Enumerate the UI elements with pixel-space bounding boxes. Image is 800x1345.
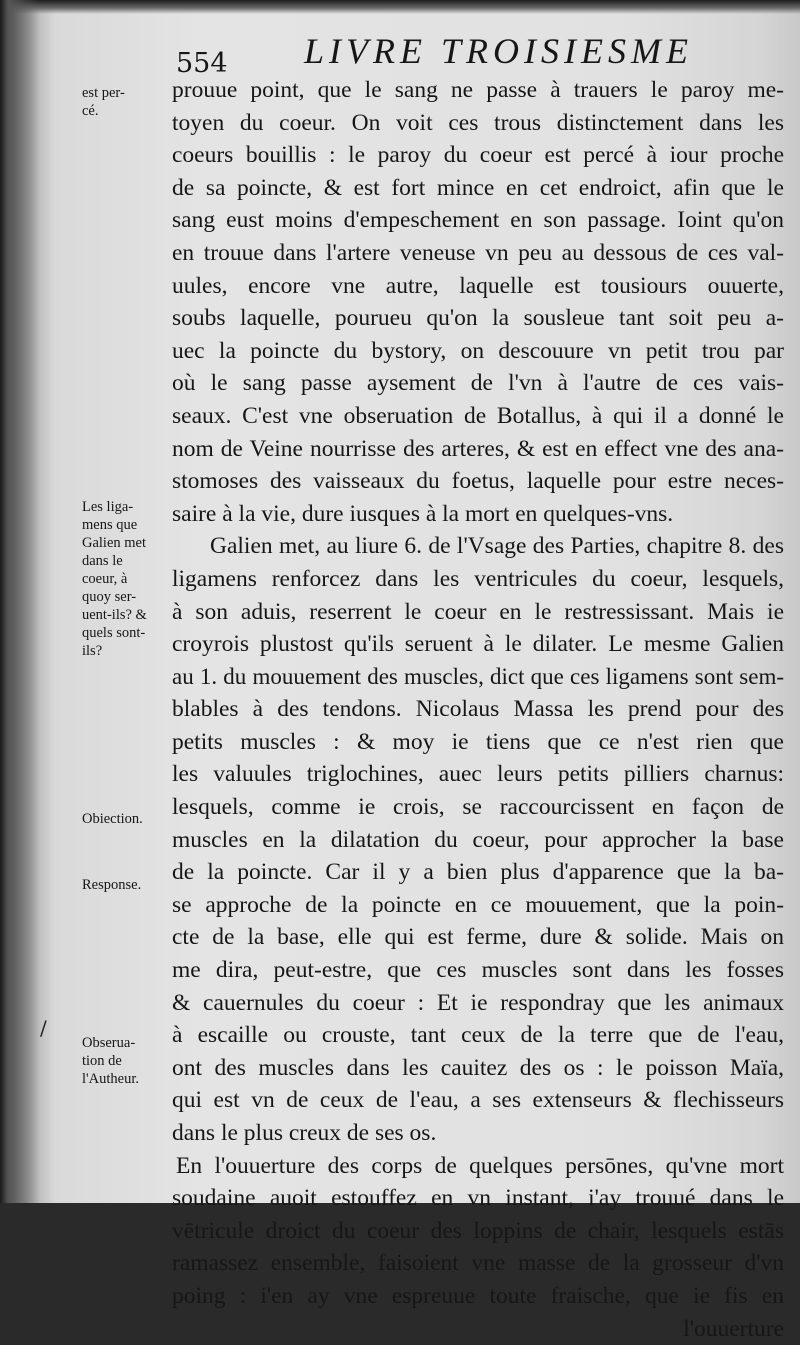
text-line: où le sang passe aysement de l'vn à l'autre de ces vais- xyxy=(172,370,784,397)
margin-note-line: Response. xyxy=(82,877,142,893)
text-line: coeurs bouillis : le paroy du coeur est percé à iour proche xyxy=(172,142,784,169)
margin-note-line: dans le xyxy=(82,553,123,569)
text-line: les valuules triglochines, auec leurs petits pilliers charnus: xyxy=(172,761,784,788)
margin-note-obseruation xyxy=(82,1034,174,1088)
text-line: En l'ouuerture des corps de quelques persōnes, qu'vne mort xyxy=(176,1152,784,1179)
top-shadow xyxy=(0,0,800,14)
text-line: soudaine auoit estouffez en vn instant, i'ay trouué dans le xyxy=(172,1185,784,1212)
margin-note-line: uent-ils? & xyxy=(82,607,147,623)
text-line: qui est vn de ceux de l'eau, a ses extenseurs & flechisseurs xyxy=(172,1087,784,1114)
margin-note-line: Obiection. xyxy=(82,811,143,827)
text-line: blables à des tendons. Nicolaus Massa les prend pour des xyxy=(172,696,784,723)
margin-note-line: quels sont- xyxy=(82,625,146,641)
margin-note-ligamens xyxy=(82,498,174,660)
text-line: saire à la vie, dure iusques à la mort en quelques-vns. xyxy=(172,500,674,527)
text-line: nom de Veine nourrisse des arteres, & est en effect vne des ana- xyxy=(172,435,784,462)
margin-note-line: l'Autheur. xyxy=(82,1071,139,1087)
stray-ink-mark: / xyxy=(40,1016,47,1040)
margin-note-line: est per- xyxy=(82,85,125,101)
text-line: de la poincte. Car il y a bien plus d'apparence que la ba- xyxy=(172,859,784,886)
margin-note-line: Obserua- xyxy=(82,1035,136,1051)
text-line: uec la poincte du bystory, on descouure vn petit trou par xyxy=(172,337,784,364)
margin-note-line: Galien met xyxy=(82,535,147,551)
running-head: LIVRE TROISIESME xyxy=(304,31,693,71)
margin-note-line: ils? xyxy=(82,643,103,659)
text-line: uules, encore vne autre, laquelle est tousiours ouuerte, xyxy=(172,272,784,299)
body-text xyxy=(172,74,784,1345)
margin-note-line: tion de xyxy=(82,1053,122,1069)
margin-note-line: cé. xyxy=(82,103,99,119)
text-line: sang eust moins d'empeschement en son passage. Ioint qu'on xyxy=(172,207,784,234)
margin-note-response xyxy=(82,876,174,894)
text-line: à escaille ou crouste, tant ceux de la terre que de l'eau, xyxy=(172,1022,784,1049)
catchword-line: l'ouuerture xyxy=(683,1315,784,1342)
text-line: poing : i'en ay vne espreuue toute fraische, que ie fis en xyxy=(172,1282,784,1309)
margin-note-line: quoy ser- xyxy=(82,589,137,605)
text-line: muscles en la dilatation du coeur, pour approcher la base xyxy=(172,826,784,853)
text-line: dans le plus creux de ses os. xyxy=(172,1120,437,1146)
page-number: 554 xyxy=(176,48,228,79)
text-line: en trouue dans l'artere veneuse vn peu au dessous de ces val- xyxy=(172,239,784,266)
margin-note-obiection xyxy=(82,810,174,828)
text-line: Galien met, au liure 6. de l'Vsage des Parties, chapitre 8. des xyxy=(210,533,784,560)
text-line: stomoses des vaisseaux du foetus, laquelle pour estre neces- xyxy=(172,468,784,495)
text-line: lesquels, comme ie crois, se raccourcissent en façon de xyxy=(172,794,784,821)
text-line: petits muscles : & moy ie tiens que ce n'est rien que xyxy=(172,728,784,755)
text-line: vētricule droict du coeur des loppins de chair, lesquels estās xyxy=(172,1217,784,1244)
margin-note-line: Les liga- xyxy=(82,499,134,515)
text-line: cte de la base, elle qui est ferme, dure & solide. Mais on xyxy=(172,924,784,951)
margin-note-perce xyxy=(82,84,174,120)
text-line: prouue point, que le sang ne passe à trauers le paroy me- xyxy=(172,77,784,103)
margin-note-line: coeur, à xyxy=(82,571,128,587)
text-line: toyen du coeur. On voit ces trous distinctement dans les xyxy=(172,109,784,136)
text-line: ont des muscles dans les cauitez des os : le poisson Maïa, xyxy=(172,1054,784,1081)
text-line: croyrois plustost qu'ils seruent à le dilater. Le mesme Galien xyxy=(172,631,784,658)
text-line: ramassez ensemble, faisoient vne masse de la grosseur d'vn xyxy=(172,1250,784,1277)
text-line: se approche de la poincte en ce mouuement, que la poin- xyxy=(172,891,784,918)
text-line: à son aduis, reserrent le coeur en le restressissant. Mais ie xyxy=(172,598,784,625)
text-line: me dira, peut-estre, que ces muscles sont dans les fosses xyxy=(172,957,784,984)
gutter-shadow xyxy=(0,0,40,1203)
text-line: & cauernules du coeur : Et ie respondray que les animaux xyxy=(172,989,784,1016)
text-line: de sa poincte, & est fort mince en cet endroict, afin que le xyxy=(172,174,784,201)
text-line: au 1. du mouuement des muscles, dict que ces ligamens sont sem- xyxy=(172,663,784,689)
text-line: ligamens renforcez dans les ventricules du coeur, lesquels, xyxy=(172,565,784,592)
text-line: seaux. C'est vne obseruation de Botallus, à qui il a donné le xyxy=(172,402,784,429)
margin-note-line: mens que xyxy=(82,517,138,533)
text-line: soubs laquelle, pourueu qu'on la sousleue tant soit peu a- xyxy=(172,305,784,332)
